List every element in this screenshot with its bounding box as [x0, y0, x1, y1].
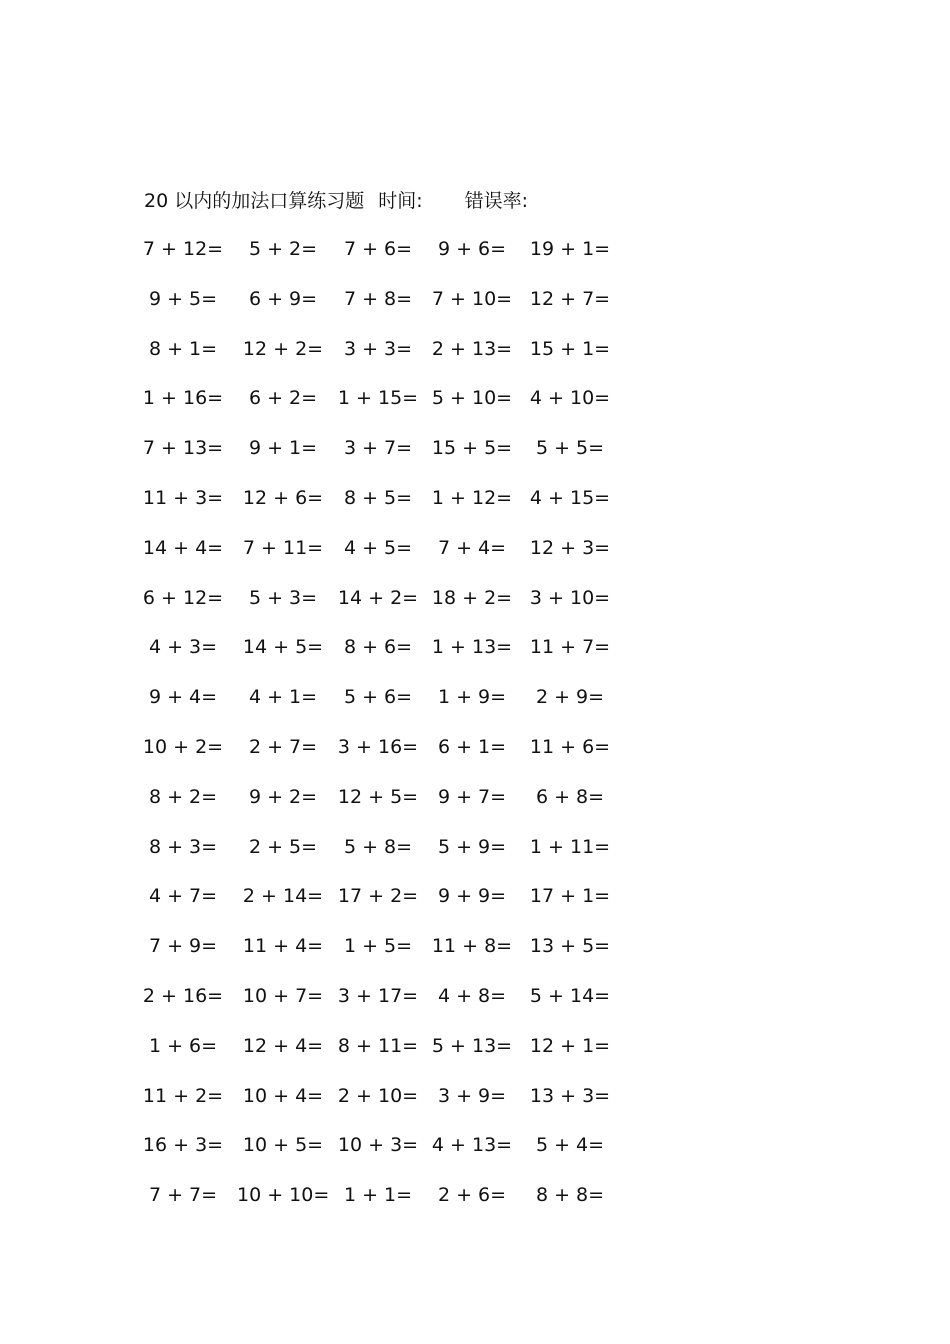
math-problem: 4 + 3=	[148, 636, 218, 659]
math-problem: 4 + 7=	[148, 885, 218, 908]
math-problem: 6 + 2=	[248, 387, 318, 410]
math-problem: 6 + 1=	[437, 736, 507, 758]
math-problem: 5 + 8=	[343, 835, 413, 858]
math-problem: 11 + 6=	[529, 736, 611, 758]
math-problem: 10 + 10=	[237, 1184, 330, 1207]
math-problem: 10 + 4=	[242, 1084, 324, 1107]
math-problem: 1 + 5=	[343, 935, 413, 958]
error-rate-label: 错误率:	[464, 190, 529, 212]
math-problem: 1 + 9=	[437, 686, 507, 709]
math-problem: 10 + 3=	[337, 1134, 419, 1157]
math-problem: 5 + 6=	[343, 686, 413, 709]
math-problem: 7 + 7=	[148, 1184, 218, 1207]
math-problem: 1 + 12=	[431, 487, 513, 509]
problem-row	[0, 1180, 700, 1210]
problem-row	[0, 583, 700, 613]
math-problem: 14 + 2=	[337, 586, 419, 609]
math-problem: 11 + 2=	[142, 1084, 224, 1107]
math-problem: 14 + 5=	[242, 636, 324, 659]
math-problem: 3 + 16=	[337, 736, 419, 758]
math-problem: 12 + 3=	[529, 536, 611, 559]
math-problem: 8 + 5=	[343, 487, 413, 509]
problem-row	[0, 682, 700, 712]
math-problem: 12 + 2=	[242, 337, 324, 360]
math-problem: 3 + 10=	[529, 586, 611, 609]
math-problem: 9 + 6=	[437, 238, 507, 260]
problem-row	[0, 1031, 700, 1061]
math-problem: 15 + 5=	[431, 437, 513, 460]
problem-row	[0, 284, 700, 314]
math-problem: 12 + 5=	[337, 785, 419, 808]
problem-row	[0, 881, 700, 911]
math-problem: 7 + 11=	[242, 536, 324, 559]
math-problem: 9 + 5=	[148, 287, 218, 310]
math-problem: 8 + 2=	[148, 785, 218, 808]
math-problem: 4 + 5=	[343, 536, 413, 559]
problem-row	[0, 632, 700, 662]
math-problem: 3 + 9=	[437, 1084, 507, 1107]
problem-row	[0, 383, 700, 413]
math-problem: 5 + 14=	[529, 985, 611, 1007]
math-problem: 2 + 16=	[142, 985, 224, 1007]
math-problem: 17 + 1=	[529, 885, 611, 908]
math-problem: 1 + 6=	[148, 1034, 218, 1057]
math-problem: 2 + 10=	[337, 1084, 419, 1107]
math-problem: 8 + 11=	[337, 1034, 419, 1057]
math-problem: 2 + 14=	[242, 885, 324, 908]
math-problem: 3 + 7=	[343, 437, 413, 460]
math-problem: 2 + 13=	[431, 337, 513, 360]
problem-row	[0, 483, 700, 513]
math-problem: 6 + 9=	[248, 287, 318, 310]
problem-row	[0, 931, 700, 961]
math-problem: 9 + 7=	[437, 785, 507, 808]
math-problem: 4 + 13=	[431, 1134, 513, 1157]
worksheet-header	[144, 186, 528, 213]
math-problem: 11 + 7=	[529, 636, 611, 659]
math-problem: 11 + 4=	[242, 935, 324, 958]
math-problem: 4 + 1=	[248, 686, 318, 709]
math-problem: 5 + 10=	[431, 387, 513, 410]
math-problem: 4 + 8=	[437, 985, 507, 1007]
math-problem: 11 + 3=	[142, 487, 224, 509]
math-problem: 2 + 6=	[437, 1184, 507, 1207]
math-problem: 12 + 1=	[529, 1034, 611, 1057]
math-problem: 12 + 6=	[242, 487, 324, 509]
problem-row	[0, 832, 700, 862]
math-problem: 4 + 10=	[529, 387, 611, 410]
math-problem: 7 + 6=	[343, 238, 413, 260]
time-label: 时间:	[378, 190, 423, 212]
math-problem: 7 + 4=	[437, 536, 507, 559]
math-problem: 8 + 8=	[535, 1184, 605, 1207]
math-problem: 11 + 8=	[431, 935, 513, 958]
problem-row	[0, 981, 700, 1011]
math-problem: 3 + 17=	[337, 985, 419, 1007]
math-problem: 13 + 3=	[529, 1084, 611, 1107]
problem-row	[0, 334, 700, 364]
math-problem: 5 + 3=	[248, 586, 318, 609]
math-problem: 5 + 2=	[248, 238, 318, 260]
worksheet-title: 20 以内的加法口算练习题	[144, 190, 365, 212]
math-problem: 9 + 2=	[248, 785, 318, 808]
math-problem: 14 + 4=	[142, 536, 224, 559]
math-problem: 8 + 1=	[148, 337, 218, 360]
math-problem: 7 + 10=	[431, 287, 513, 310]
problem-row	[0, 533, 700, 563]
math-problem: 8 + 3=	[148, 835, 218, 858]
problem-row	[0, 1081, 700, 1111]
math-problem: 10 + 2=	[142, 736, 224, 758]
math-problem: 9 + 9=	[437, 885, 507, 908]
problem-row	[0, 433, 700, 463]
math-problem: 5 + 13=	[431, 1034, 513, 1057]
math-problem: 6 + 8=	[535, 785, 605, 808]
math-problem: 8 + 6=	[343, 636, 413, 659]
math-problem: 1 + 11=	[529, 835, 611, 858]
math-problem: 1 + 16=	[142, 387, 224, 410]
math-problem: 7 + 9=	[148, 935, 218, 958]
math-problem: 7 + 8=	[343, 287, 413, 310]
math-problem: 4 + 15=	[529, 487, 611, 509]
math-problem: 7 + 13=	[142, 437, 224, 460]
problem-row	[0, 1130, 700, 1160]
math-problem: 1 + 15=	[337, 387, 419, 410]
math-problem: 9 + 1=	[248, 437, 318, 460]
math-problem: 10 + 7=	[242, 985, 324, 1007]
math-problem: 18 + 2=	[431, 586, 513, 609]
math-problem: 10 + 5=	[242, 1134, 324, 1157]
math-problem: 12 + 7=	[529, 287, 611, 310]
math-problem: 1 + 13=	[431, 636, 513, 659]
problem-row	[0, 732, 700, 762]
math-problem: 5 + 4=	[535, 1134, 605, 1157]
math-problem: 5 + 9=	[437, 835, 507, 858]
math-problem: 19 + 1=	[529, 238, 611, 260]
math-problem: 12 + 4=	[242, 1034, 324, 1057]
math-problem: 13 + 5=	[529, 935, 611, 958]
math-problem: 17 + 2=	[337, 885, 419, 908]
math-problem: 2 + 7=	[248, 736, 318, 758]
math-problem: 9 + 4=	[148, 686, 218, 709]
math-problem: 1 + 1=	[343, 1184, 413, 1207]
math-problem: 16 + 3=	[142, 1134, 224, 1157]
math-problem: 6 + 12=	[142, 586, 224, 609]
problem-row	[0, 782, 700, 812]
math-problem: 15 + 1=	[529, 337, 611, 360]
problem-row	[0, 234, 700, 264]
math-problem: 3 + 3=	[343, 337, 413, 360]
math-problem: 2 + 5=	[248, 835, 318, 858]
math-problem: 5 + 5=	[535, 437, 605, 460]
math-problem: 7 + 12=	[142, 238, 224, 260]
math-problem: 2 + 9=	[535, 686, 605, 709]
